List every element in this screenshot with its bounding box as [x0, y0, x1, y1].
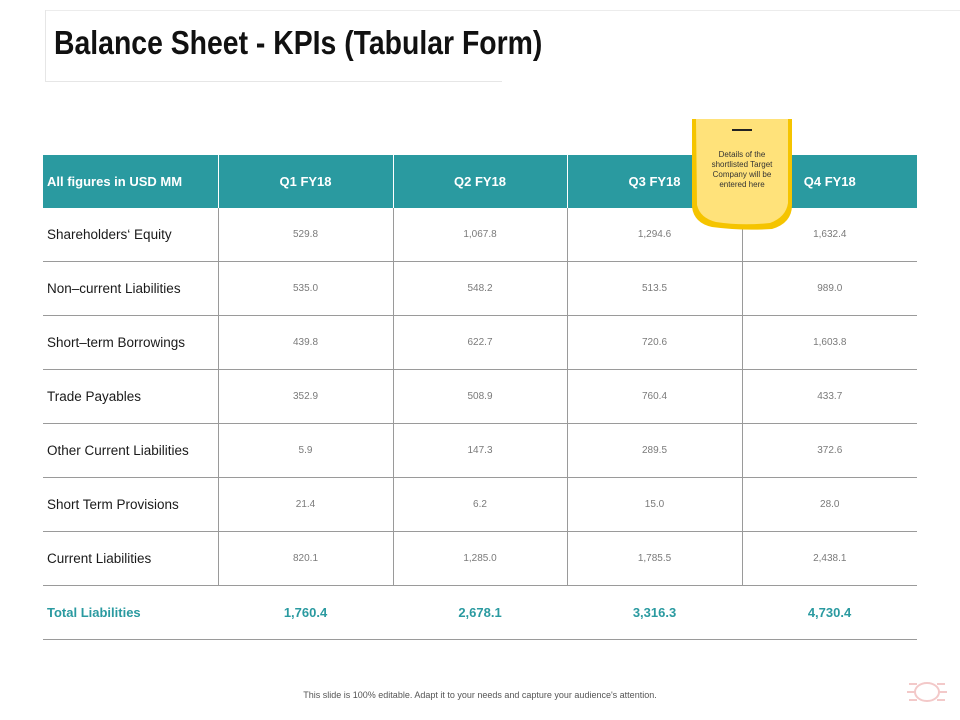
table-cell: 622.7 [393, 316, 567, 370]
row-label: Short Term Provisions [43, 478, 218, 532]
table-cell: 1,603.8 [742, 316, 917, 370]
table-cell: 147.3 [393, 424, 567, 478]
header-cell-figures: All figures in USD MM [43, 155, 218, 208]
table-cell: 989.0 [742, 262, 917, 316]
row-label: Other Current Liabilities [43, 424, 218, 478]
table-cell: 439.8 [218, 316, 393, 370]
table-cell: 529.8 [218, 208, 393, 262]
table-row [43, 262, 917, 316]
table-row [43, 370, 917, 424]
table-cell: 1,785.5 [567, 532, 742, 586]
table-cell: 1,294.6 [567, 208, 742, 262]
decorative-logo-icon [905, 674, 949, 710]
table-cell: 352.9 [218, 370, 393, 424]
row-label: Current Liabilities [43, 532, 218, 586]
table-cell: 372.6 [742, 424, 917, 478]
table-row [43, 424, 917, 478]
table-cell: 1,067.8 [393, 208, 567, 262]
total-cell: 3,316.3 [567, 586, 742, 640]
table-cell: 513.5 [567, 262, 742, 316]
header-cell-q4: Q4 FY18 [742, 155, 917, 208]
table-row [43, 316, 917, 370]
table-cell: 508.9 [393, 370, 567, 424]
row-label: Short–term Borrowings [43, 316, 218, 370]
table-cell: 1,285.0 [393, 532, 567, 586]
table-cell: 820.1 [218, 532, 393, 586]
row-label: Shareholders‘ Equity [43, 208, 218, 262]
table-cell: 2,438.1 [742, 532, 917, 586]
table-cell: 6.2 [393, 478, 567, 532]
table-cell: 1,632.4 [742, 208, 917, 262]
page-title: Balance Sheet - KPIs (Tabular Form) [54, 24, 543, 61]
total-label: Total Liabilities [43, 586, 218, 640]
note-dash [732, 129, 752, 131]
table-cell: 760.4 [567, 370, 742, 424]
table-cell: 28.0 [742, 478, 917, 532]
total-row [43, 586, 917, 640]
table-cell: 433.7 [742, 370, 917, 424]
header-cell-q1: Q1 FY18 [218, 155, 393, 208]
total-cell: 1,760.4 [218, 586, 393, 640]
table-cell: 21.4 [218, 478, 393, 532]
row-label: Non–current Liabilities [43, 262, 218, 316]
table-cell: 289.5 [567, 424, 742, 478]
footer-text: This slide is 100% editable. Adapt it to your needs and capture your audience's attention. [303, 690, 657, 700]
table-cell: 5.9 [218, 424, 393, 478]
table-cell: 15.0 [567, 478, 742, 532]
note-text: Details of the shortlisted Target Company will be entered here [711, 150, 773, 189]
row-label: Trade Payables [43, 370, 218, 424]
header-cell-q3: Q3 FY18 [567, 155, 742, 208]
total-cell: 4,730.4 [742, 586, 917, 640]
table-row [43, 478, 917, 532]
total-cell: 2,678.1 [393, 586, 567, 640]
table-row [43, 532, 917, 586]
header-cell-q2: Q2 FY18 [393, 155, 567, 208]
table-cell: 720.6 [567, 316, 742, 370]
table-cell: 535.0 [218, 262, 393, 316]
table-cell: 548.2 [393, 262, 567, 316]
sticky-note [690, 119, 794, 231]
